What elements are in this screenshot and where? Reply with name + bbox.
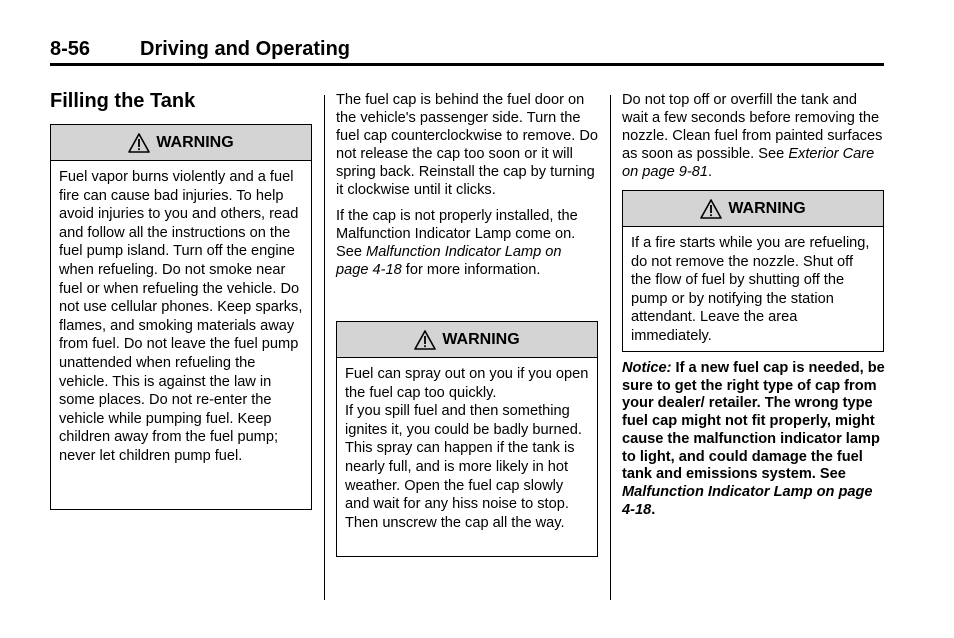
warning-text: If a fire starts while you are refueling, do not remove the nozzle. Shut off the flow of fuel by shutting off the pump or by notifying the station attendant. Leave the area immediately. — [631, 235, 870, 344]
paragraph: If the cap is not properly installed, the Malfunction Indicator Lamp come on. See Malfunction Indicator Lamp on page 4-18 for more information. — [336, 208, 578, 278]
cross-reference: Malfunction Indicator Lamp on page 4-18 — [622, 483, 873, 518]
warning-triangle-icon — [700, 199, 722, 219]
warning-triangle-icon — [128, 133, 150, 153]
warning-text: Fuel can spray out on you if you open the fuel cap too quickly. — [345, 366, 589, 401]
warning-text: Fuel vapor burns violently and a fuel fire can cause bad injuries. To help avoid injuries to you and others, read and follow all the instructions on the fuel pump island. Turn off the engine when refueling. Do not smoke near fuel or when refueling the vehicle. Do not use cellular phones. Keep sparks, flames, and smoking materials away from fuel. Do not leave the fuel pump unattended when refueling the vehicle. This is against the law in some places. Do not re-enter the vehicle while pumping fuel. Keep children away from the fuel pump; never let children pump fuel. — [59, 169, 303, 464]
paragraph: The fuel cap is behind the fuel door on the vehicle's passenger side. Turn the fuel cap counterclockwise to remove. Do not release the cap too soon or it will spring back. Reinstall the cap by turning it clockwise until it clicks. — [336, 92, 598, 198]
warning-triangle-icon — [414, 330, 436, 350]
warning-label: WARNING — [156, 133, 234, 151]
notice-block — [622, 360, 886, 519]
cross-reference: Exterior Care on page 9-81 — [622, 146, 875, 180]
cross-reference: Malfunction Indicator Lamp on page 4-18 — [336, 244, 562, 278]
middle-column — [336, 91, 598, 279]
warning-box — [50, 124, 312, 510]
header-rule — [50, 63, 884, 66]
warning-text: If you spill fuel and then something ignites it, you could be badly burned. This spray can happen if the tank is nearly full, and is more likely in hot weather. Open the fuel cap slowly and wait for any hiss noise to stop. Then unscrew the cap all the way. — [345, 403, 582, 531]
section-title: Driving and Operating — [140, 38, 351, 60]
warning-header — [623, 191, 883, 227]
warning-box — [622, 190, 884, 352]
paragraph: Do not top off or overfill the tank and wait a few seconds before removing the nozzle. Clean fuel from painted surfaces as soon as possible. See Exterior Care on page 9-81. — [622, 92, 883, 180]
page-header — [50, 38, 884, 62]
warning-label: WARNING — [442, 330, 520, 348]
right-column — [622, 91, 886, 181]
column-divider — [610, 95, 611, 600]
page-number: 8-56 — [50, 38, 91, 60]
warning-box — [336, 321, 598, 557]
notice-label: Notice: — [622, 360, 672, 376]
warning-header — [51, 125, 311, 161]
section-heading: Filling the Tank — [50, 90, 196, 112]
column-divider — [324, 95, 325, 600]
warning-label: WARNING — [728, 199, 806, 217]
warning-header — [337, 322, 597, 358]
notice-paragraph: Notice: If a new fuel cap is needed, be sure to get the right type of cap from your dealer/ retailer. The wrong type fuel cap might not fit properly, might cause the malfunction indicator lamp to light, and could damage the fuel tank and emissions system. See Malfunction Indicator Lamp on page 4-18. — [622, 360, 885, 518]
